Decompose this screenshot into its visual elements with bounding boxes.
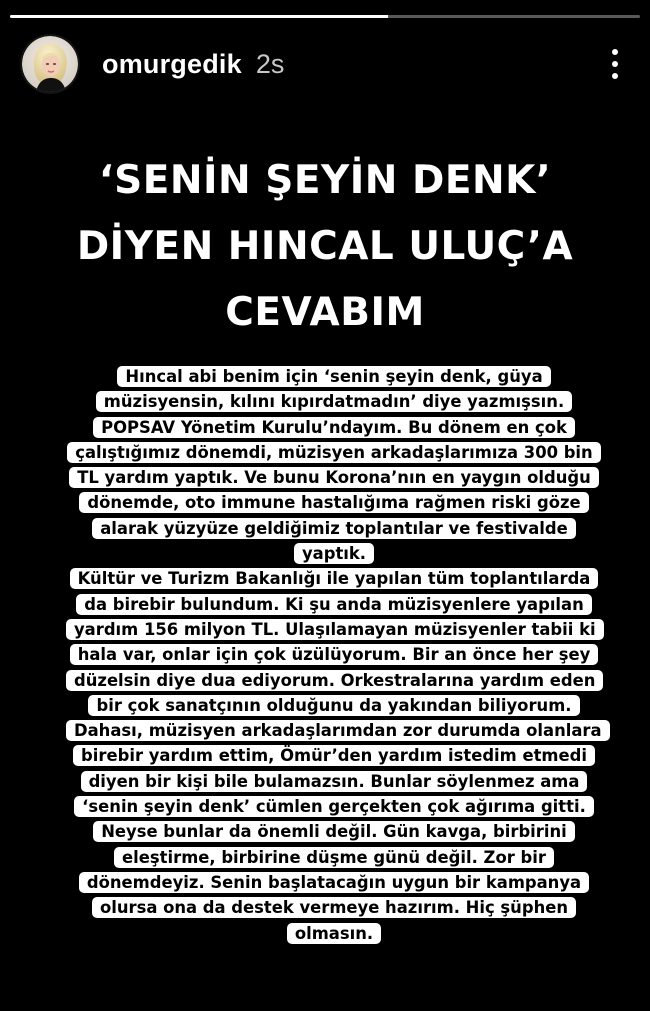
body-line: Kültür ve Turizm Bakanlığı ile yapılan tüm toplantılarda — [70, 568, 599, 589]
more-dot — [612, 49, 618, 55]
headline-line: CEVABIM — [225, 290, 425, 335]
body-line: birebir yardım ettim, Ömür’den yardım istedim etmedi — [73, 745, 595, 766]
body-line: çalıştığımız dönemdi, müzisyen arkadaşlarımıza 300 bin — [67, 442, 600, 463]
body-line: bir çok sanatçının olduğunu da yakından biliyorum. — [88, 695, 579, 716]
body-line: dönemdeyiz. Senin başlatacağın uygun bir kampanya — [79, 872, 589, 893]
body-line: yardım 156 milyon TL. Ulaşılamayan müzisyenler tabii ki — [66, 619, 604, 640]
story-headline — [20, 148, 630, 346]
body-line: Hıncal abi benim için ‘senin şeyin denk, güya — [117, 366, 550, 387]
body-line: Neyse bunlar da önemli değil. Gün kavga, birbirini — [93, 821, 575, 842]
story-body-text — [66, 364, 602, 946]
body-line: müzisyensin, kılını kıpırdatmadın’ diye yazmışsın. — [96, 391, 572, 412]
body-line: da birebir bulundum. Ki şu anda müzisyenlere yapılan — [76, 594, 592, 615]
body-line: diyen bir kişi bile bulamazsın. Bunlar söylenmez ama — [81, 771, 588, 792]
story-progress-fill — [10, 15, 388, 18]
body-line: yaptık. — [294, 543, 374, 564]
body-line: alarak yüzyüze geldiğimiz toplantılar ve festivalde — [92, 518, 576, 539]
headline-line: DİYEN HINCAL ULUÇ’A — [76, 224, 574, 269]
body-line: hala var, onlar için çok üzülüyorum. Bir an önce her şey — [70, 644, 599, 665]
body-line: olmasın. — [287, 923, 381, 944]
body-line: Dahası, müzisyen arkadaşlarımdan zor durumda olanlara — [66, 720, 610, 741]
headline-line: ‘SENİN ŞEYİN DENK’ — [98, 158, 552, 203]
body-line: POPSAV Yönetim Kurulu’ndayım. Bu dönem en çok — [93, 417, 575, 438]
body-line: TL yardım yaptık. Ve bunu Korona’nın en yaygın olduğu — [69, 467, 599, 488]
body-line: dönemde, oto immune hastalığıma rağmen riski göze — [79, 492, 588, 513]
body-line: düzelsin diye dua ediyorum. Orkestralarına yardım eden — [66, 670, 603, 691]
body-line: ‘senin şeyin denk’ cümlen gerçekten çok ağırıma gitti. — [74, 796, 594, 817]
post-timestamp: 2s — [255, 48, 285, 79]
username[interactable]: omurgedik — [102, 48, 242, 79]
more-dot — [612, 73, 618, 79]
story-progress-bar — [10, 15, 640, 18]
more-dot — [612, 61, 618, 67]
profile-photo-icon[interactable] — [22, 36, 78, 92]
more-options-icon[interactable] — [602, 42, 628, 86]
story-header — [22, 34, 628, 94]
body-line: eleştirme, birbirine düşme günü değil. Zor bir — [114, 847, 554, 868]
body-line: olursa ona da destek vermeye hazırım. Hiç şüphen — [92, 897, 576, 918]
